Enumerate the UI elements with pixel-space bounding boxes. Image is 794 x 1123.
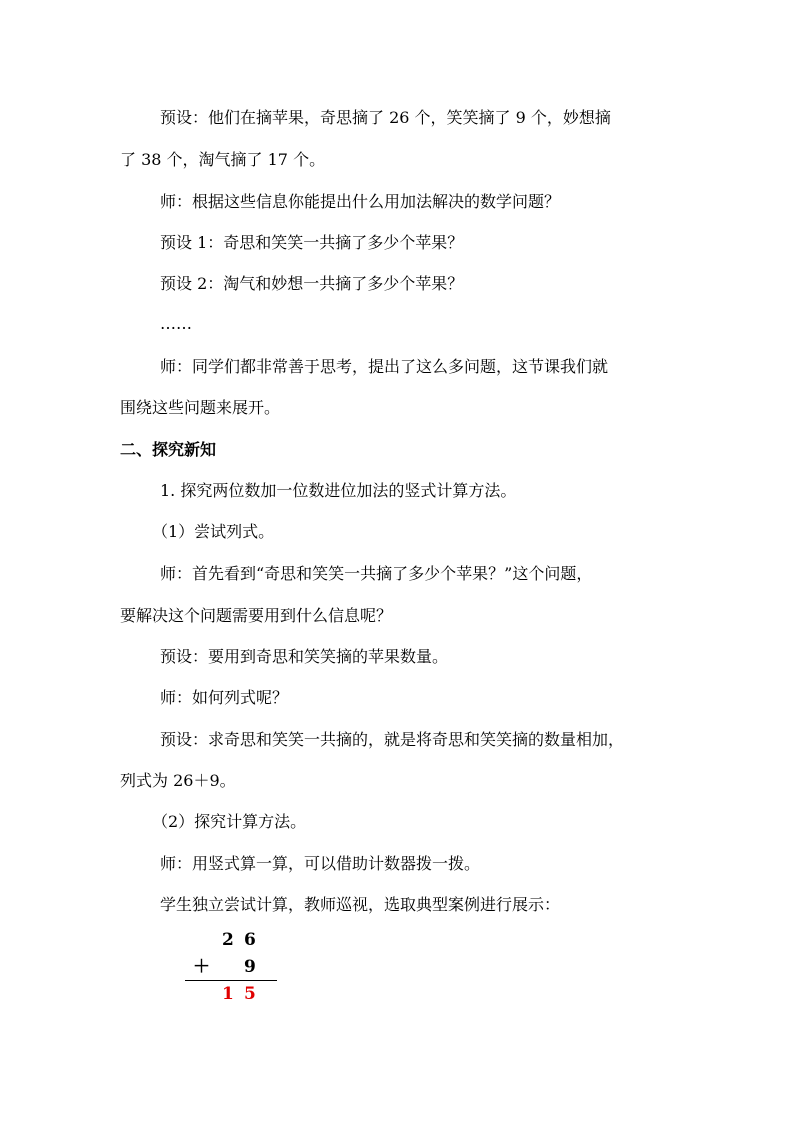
plus-sign: ＋ [193,957,210,977]
paragraph-line: 围绕这些问题来展开。 [120,398,281,417]
subheading: （2）探究计算方法。 [152,812,307,831]
paragraph-line: 了 38 个，淘气摘了 17 个。 [120,150,326,169]
subheading: （1）尝试列式。 [152,522,275,541]
paragraph-line: 1. 探究两位数加一位数进位加法的竖式计算方法。 [160,481,517,500]
paragraph-line: 师：同学们都非常善于思考，提出了这么多问题，这节课我们就 [160,357,609,376]
paragraph-line: 学生独立尝试计算，教师巡视，选取典型案例进行展示： [160,895,561,914]
section-heading: 二、探究新知 [120,440,217,459]
paragraph-line: 师：首先看到“奇思和笑笑一共摘了多少个苹果？”这个问题， [160,564,593,583]
paragraph-line: 预设 1：奇思和笑笑一共摘了多少个苹果？ [160,233,464,252]
paragraph-line: 要解决这个问题需要用到什么信息呢？ [120,606,393,625]
addend-tens-digit: 2 [222,930,234,950]
paragraph-line: 师：根据这些信息你能提出什么用加法解决的数学问题？ [160,192,561,211]
result-tens-digit: 1 [222,984,234,1004]
sum-line [185,980,277,981]
ellipsis: …… [160,314,192,333]
result-ones-digit: 5 [244,984,256,1004]
paragraph-line: 预设：他们在摘苹果，奇思摘了 26 个，笑笑摘了 9 个，妙想摘 [160,108,611,127]
paragraph-line: 预设：求奇思和笑笑一共摘的，就是将奇思和笑笑摘的数量相加， [160,730,625,749]
paragraph-line: 预设 2：淘气和妙想一共摘了多少个苹果？ [160,274,464,293]
paragraph-line: 师：用竖式算一算，可以借助计数器拨一拨。 [160,854,481,873]
paragraph-line: 列式为 26＋9。 [120,771,236,790]
paragraph-line: 预设：要用到奇思和笑笑摘的苹果数量。 [160,647,449,666]
vertical-addition [185,928,280,1008]
addend-ones-digit: 6 [244,930,256,950]
second-addend-ones-digit: 9 [244,957,256,977]
paragraph-line: 师：如何列式呢？ [160,688,289,707]
